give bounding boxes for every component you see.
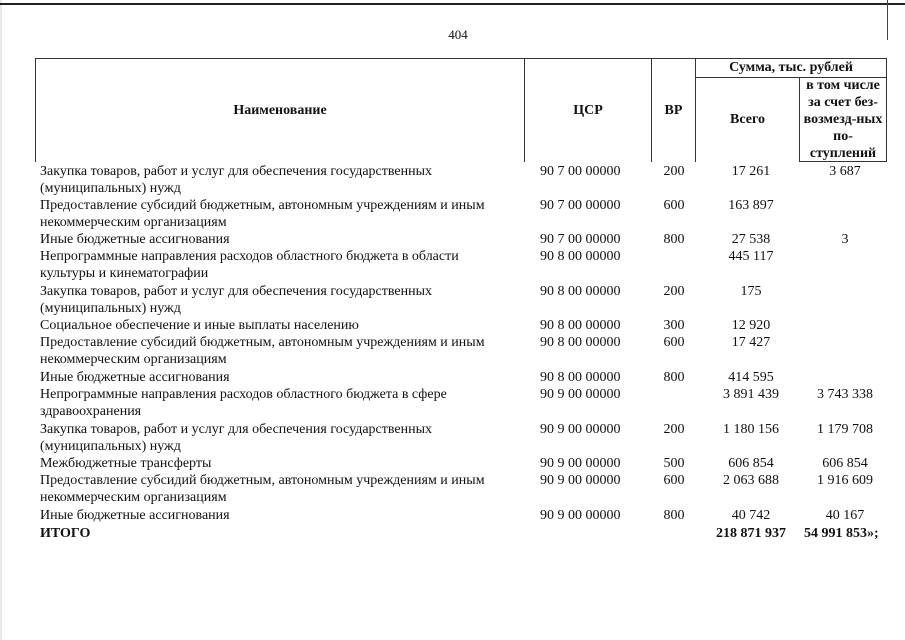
header-vr: ВР [664,102,683,118]
row-total: 17 427 [731,335,771,350]
table-row [40,248,890,283]
row-total: 445 117 [728,249,774,264]
header-sum-group: Сумма, тыс. рублей [729,60,853,75]
row-name: Иные бюджетные ассигнования [40,370,230,385]
row-total: 414 595 [728,370,774,385]
row-csr: 90 8 00 00000 [540,335,621,350]
summary-row [40,525,890,543]
row-csr: 90 8 00 00000 [540,370,621,385]
row-free: 40 167 [825,508,865,523]
table-row [40,421,890,455]
table-row [40,197,890,231]
row-name: Межбюджетные трансферты [40,456,212,471]
row-vr: 600 [663,335,685,350]
row-csr: 90 9 00 00000 [540,422,621,437]
row-csr: 90 7 00 00000 [540,198,621,213]
row-name: Непрограммные направления расходов областного бюджета в области культуры и кинематографии [40,249,459,281]
header-name: Наименование [233,102,327,118]
row-name: Социальное обеспечение и иные выплаты населению [40,318,359,333]
row-name: Иные бюджетные ассигнования [40,508,230,523]
row-total: 2 063 688 [723,473,779,488]
row-name: Закупка товаров, работ и услуг для обеспечения государственных (муниципальных) нужд [40,422,433,454]
table-row [40,283,890,317]
row-vr: 800 [663,232,685,247]
summary-free: 54 991 853»; [804,526,879,541]
row-vr: 300 [663,318,685,333]
row-vr: 800 [663,370,685,385]
row-csr: 90 8 00 00000 [540,318,621,333]
summary-label: ИТОГО [40,526,91,541]
row-csr: 90 9 00 00000 [540,456,621,471]
row-name: Иные бюджетные ассигнования [40,232,230,247]
row-csr: 90 8 00 00000 [540,284,621,299]
header-total: Всего [730,112,765,127]
table-row [40,472,890,507]
table-row [40,317,890,334]
table-header [35,58,887,162]
table-row [40,163,890,197]
table-row [40,369,890,386]
row-total: 163 897 [728,198,774,213]
row-name: Предоставление субсидий бюджетным, автономным учреждениям и иным некоммерческим организациям [40,198,485,230]
row-csr: 90 9 00 00000 [540,473,621,488]
row-vr: 200 [663,422,685,437]
summary-total: 218 871 937 [716,526,786,541]
row-name: Закупка товаров, работ и услуг для обеспечения государственных (муниципальных) нужд [40,164,433,196]
table-row [40,507,890,525]
row-total: 40 742 [731,508,771,523]
row-free: 1 916 609 [817,473,873,488]
row-vr: 200 [663,284,685,299]
row-csr: 90 7 00 00000 [540,232,621,247]
row-csr: 90 9 00 00000 [540,508,621,523]
row-free: 606 854 [822,456,868,471]
header-divider-free [799,77,800,162]
row-free: 3 [841,232,849,247]
table-row [40,231,890,248]
table-row [40,386,890,421]
row-free: 1 179 708 [817,422,873,437]
row-total: 1 180 156 [723,422,779,437]
row-csr: 90 8 00 00000 [540,249,621,264]
row-name: Закупка товаров, работ и услуг для обеспечения государственных (муниципальных) нужд [40,284,433,316]
row-total: 606 854 [728,456,774,471]
row-total: 27 538 [731,232,771,247]
row-vr: 200 [663,164,685,179]
row-vr: 600 [663,198,685,213]
row-csr: 90 9 00 00000 [540,387,621,402]
right-rule [887,0,888,40]
row-vr: 500 [663,456,685,471]
top-rule [0,3,905,5]
scan-left-edge [0,0,2,640]
header-free-receipts: в том числе за счет без-возмезд-ных по-ступлений [803,77,883,161]
row-total: 17 261 [731,164,771,179]
table-body [40,163,890,543]
row-name: Предоставление субсидий бюджетным, автономным учреждениям и иным некоммерческим организациям [40,473,485,505]
table-row [40,334,890,369]
row-vr: 600 [663,473,685,488]
row-free: 3 687 [829,164,861,179]
row-free: 3 743 338 [817,387,873,402]
row-total: 12 920 [731,318,771,333]
row-total: 175 [740,284,762,299]
row-vr: 800 [663,508,685,523]
table-row [40,455,890,472]
row-total: 3 891 439 [723,387,779,402]
row-name: Непрограммные направления расходов областного бюджета в сфере здравоохранения [40,387,447,419]
page-number: 404 [448,27,468,42]
header-right-border [886,58,887,162]
row-name: Предоставление субсидий бюджетным, автономным учреждениям и иным некоммерческим организациям [40,335,485,367]
header-csr: ЦСР [573,102,603,118]
row-csr: 90 7 00 00000 [540,164,621,179]
